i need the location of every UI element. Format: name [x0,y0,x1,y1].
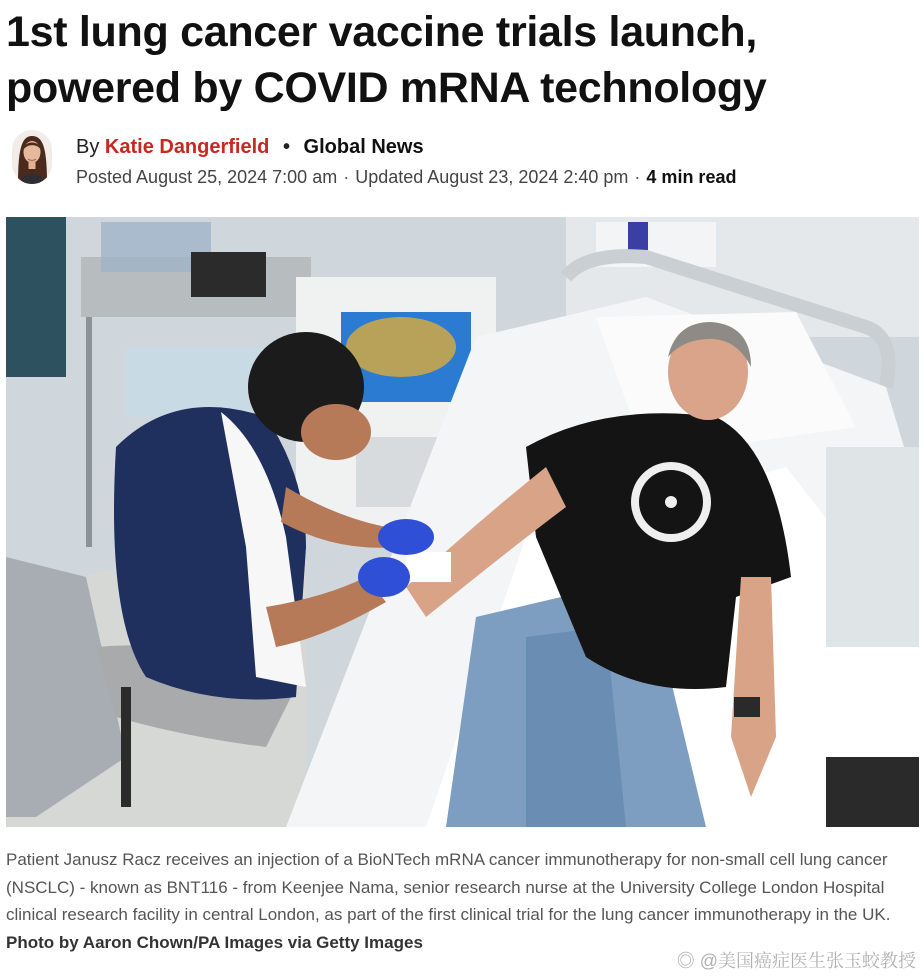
publisher-name: Global News [303,136,424,158]
article-headline: 1st lung cancer vaccine trials launch, powered by COVID mRNA technology [6,8,767,112]
byline-dates-line [76,165,736,189]
posted-date: Posted August 25, 2024 7:00 am [76,167,338,187]
watermark [677,947,916,973]
read-time: 4 min read [646,167,737,187]
photo-caption [6,846,918,956]
article-byline [12,130,912,190]
watermark-text: @美国癌症医生张玉蛟教授 [699,951,916,971]
by-prefix: By [76,136,100,158]
caption-text: Patient Janusz Racz receives an injection of a BioNTech mRNA cancer immunotherapy for non-small cell lung cancer (NSCLC) - known as BNT116 - from Keenjee Nama, senior research nurse at the University College London Hospital clinical research facility in central London, as part of the first clinical trial for the lung cancer immunotherapy in the UK. [6,850,891,924]
article-photo[interactable] [6,217,919,827]
updated-date: Updated August 23, 2024 2:40 pm [355,167,629,187]
author-link[interactable]: Katie Dangerfield [104,136,270,158]
photo-credit: Photo by Aaron Chown/PA Images via Getty Images [6,932,423,952]
date-separator: · [343,167,350,187]
byline-author-line [76,134,424,160]
weibo-icon: ◎ [676,951,695,971]
byline-separator: • [282,136,290,158]
author-avatar[interactable] [12,130,52,184]
read-time-separator: · [634,167,641,187]
